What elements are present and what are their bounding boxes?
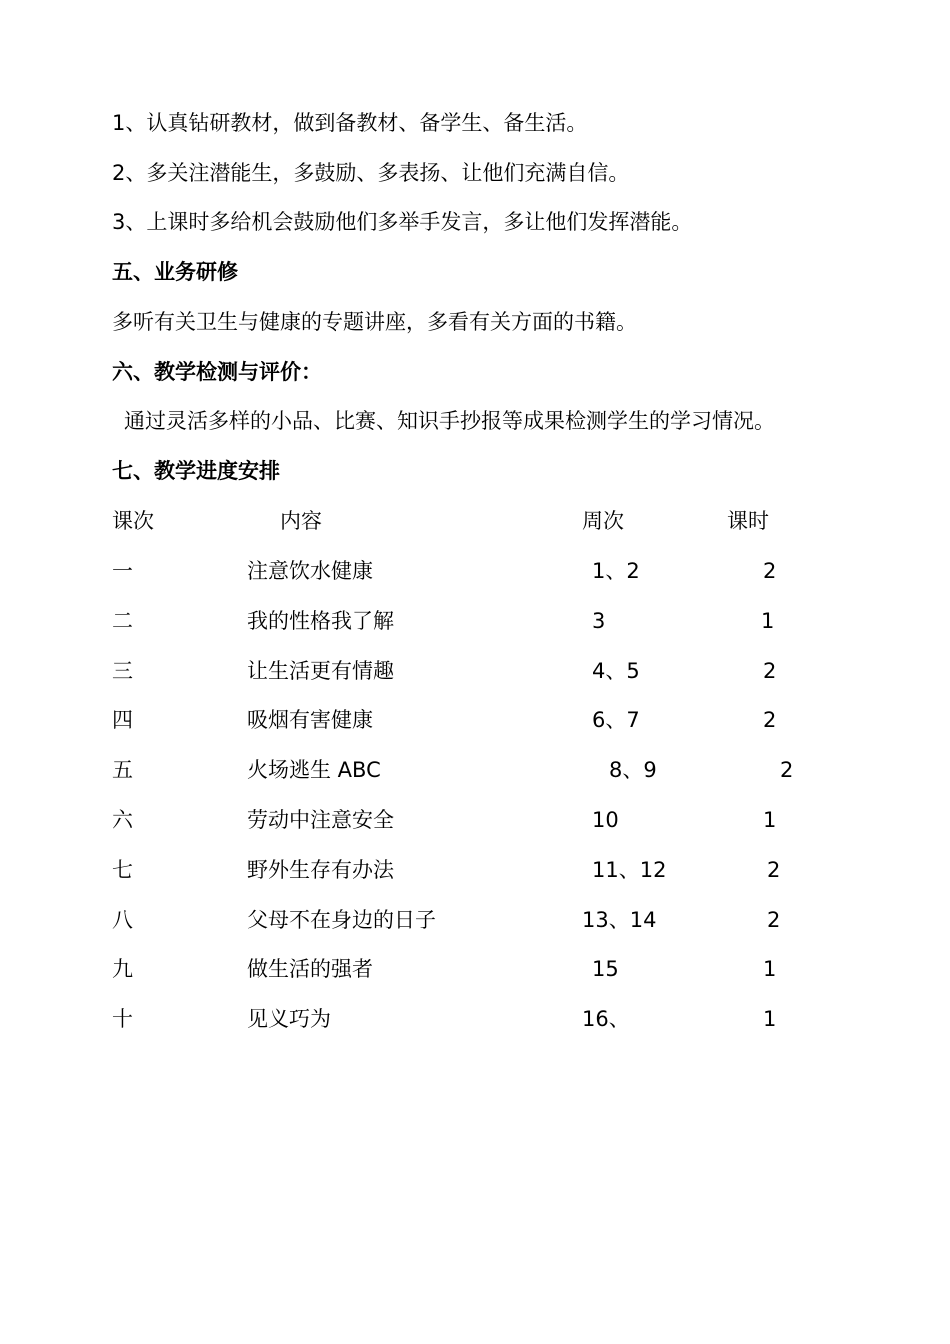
row-week: 11、12 bbox=[592, 858, 667, 882]
row-content: 让生活更有情趣 bbox=[247, 659, 394, 683]
header-content: 内容 bbox=[280, 509, 322, 533]
row-hours: 2 bbox=[780, 758, 794, 782]
row-lesson: 十 bbox=[112, 1007, 133, 1031]
row-content: 注意饮水健康 bbox=[247, 559, 373, 583]
row-hours: 2 bbox=[763, 659, 777, 683]
section-5-heading: 五、业务研修 bbox=[112, 260, 238, 284]
section-6-heading: 六、教学检测与评价： bbox=[112, 360, 322, 384]
row-lesson: 二 bbox=[112, 609, 133, 633]
row-week: 3 bbox=[592, 609, 606, 633]
row-content: 野外生存有办法 bbox=[247, 858, 394, 882]
row-hours: 1 bbox=[763, 1007, 777, 1031]
row-hours: 2 bbox=[763, 559, 777, 583]
row-content: 见义巧为 bbox=[247, 1007, 331, 1031]
row-content: 我的性格我了解 bbox=[247, 609, 394, 633]
section-7-heading: 七、教学进度安排 bbox=[112, 459, 280, 483]
paragraph-1: 1、认真钻研教材，做到备教材、备学生、备生活。 bbox=[112, 111, 588, 135]
row-content: 做生活的强者 bbox=[247, 957, 373, 981]
row-hours: 1 bbox=[761, 609, 775, 633]
row-week: 16、 bbox=[582, 1007, 630, 1031]
header-lesson: 课次 bbox=[112, 509, 154, 533]
row-hours: 2 bbox=[767, 908, 781, 932]
row-week: 4、5 bbox=[592, 659, 640, 683]
row-lesson: 六 bbox=[112, 808, 133, 832]
header-hours: 课时 bbox=[727, 509, 769, 533]
section-5-text: 多听有关卫生与健康的专题讲座，多看有关方面的书籍。 bbox=[112, 310, 637, 334]
header-week: 周次 bbox=[582, 509, 624, 533]
row-content: 父母不在身边的日子 bbox=[247, 908, 436, 932]
row-content: 吸烟有害健康 bbox=[247, 708, 373, 732]
paragraph-3: 3、上课时多给机会鼓励他们多举手发言，多让他们发挥潜能。 bbox=[112, 210, 693, 234]
row-week: 1、2 bbox=[592, 559, 640, 583]
row-week: 13、14 bbox=[582, 908, 657, 932]
row-lesson: 九 bbox=[112, 957, 133, 981]
row-lesson: 一 bbox=[112, 559, 133, 583]
row-lesson: 四 bbox=[112, 708, 133, 732]
row-hours: 1 bbox=[763, 808, 777, 832]
row-week: 6、7 bbox=[592, 708, 640, 732]
row-content: 火场逃生 ABC bbox=[247, 758, 381, 782]
row-hours: 2 bbox=[763, 708, 777, 732]
row-lesson: 五 bbox=[112, 758, 133, 782]
row-week: 15 bbox=[592, 957, 619, 981]
row-hours: 2 bbox=[767, 858, 781, 882]
row-hours: 1 bbox=[763, 957, 777, 981]
row-week: 8、9 bbox=[609, 758, 657, 782]
section-6-text: 通过灵活多样的小品、比赛、知识手抄报等成果检测学生的学习情况。 bbox=[124, 409, 775, 433]
row-lesson: 八 bbox=[112, 908, 133, 932]
row-content: 劳动中注意安全 bbox=[247, 808, 394, 832]
row-lesson: 七 bbox=[112, 858, 133, 882]
paragraph-2: 2、多关注潜能生，多鼓励、多表扬、让他们充满自信。 bbox=[112, 161, 630, 185]
row-lesson: 三 bbox=[112, 659, 133, 683]
row-week: 10 bbox=[592, 808, 619, 832]
